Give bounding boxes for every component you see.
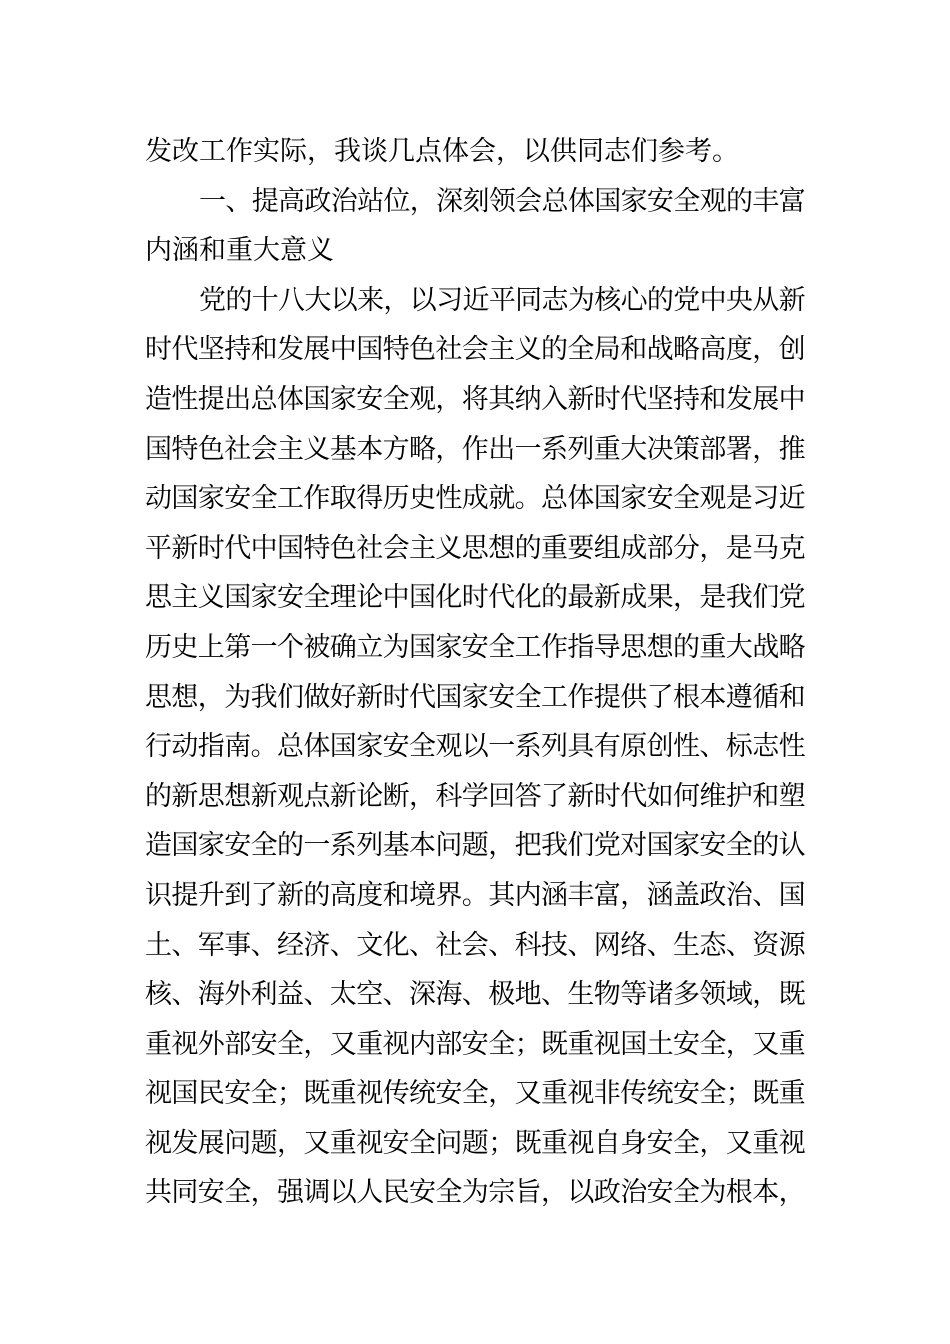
text-line: 行动指南。总体国家安全观以一系列具有原创性、标志性 xyxy=(145,731,805,763)
text-line: 造性提出总体国家安全观，将其纳入新时代坚持和发展中 xyxy=(145,383,805,415)
text-line: 动国家安全工作取得历史性成就。总体国家安全观是习近 xyxy=(145,483,805,515)
text-line: 国特色社会主义基本方略，作出一系列重大决策部署，推 xyxy=(145,433,805,465)
text-line: 重视外部安全，又重视内部安全；既重视国土安全，又重 xyxy=(145,1028,805,1060)
text-line: 思主义国家安全理论中国化时代化的最新成果，是我们党 xyxy=(145,582,805,614)
text-line: 视发展问题，又重视安全问题；既重视自身安全，又重视 xyxy=(145,1127,805,1159)
text-line: 历史上第一个被确立为国家安全工作指导思想的重大战略 xyxy=(145,631,805,663)
text-line: 识提升到了新的高度和境界。其内涵丰富，涵盖政治、国 xyxy=(145,879,805,911)
text-line: 的新思想新观点新论断，科学回答了新时代如何维护和塑 xyxy=(145,780,805,812)
text-line: 造国家安全的一系列基本问题，把我们党对国家安全的认 xyxy=(145,830,805,862)
text-line: 视国民安全；既重视传统安全，又重视非传统安全；既重 xyxy=(145,1078,805,1110)
paragraph-first-line: 一、提高政治站位，深刻领会总体国家安全观的丰富 xyxy=(199,185,805,217)
text-line: 思想，为我们做好新时代国家安全工作提供了根本遵循和 xyxy=(145,681,805,713)
text-line: 土、军事、经济、文化、社会、科技、网络、生态、资源 xyxy=(145,929,805,961)
document-body xyxy=(145,127,805,1218)
text-line: 共同安全，强调以人民安全为宗旨，以政治安全为根本， xyxy=(145,1177,805,1209)
paragraph-first-line: 党的十八大以来，以习近平同志为核心的党中央从新 xyxy=(199,284,805,316)
text-line: 核、海外利益、太空、深海、极地、生物等诸多领域，既 xyxy=(145,979,805,1011)
text-line: 内涵和重大意义 xyxy=(145,235,334,267)
text-line: 时代坚持和发展中国特色社会主义的全局和战略高度，创 xyxy=(145,334,805,366)
text-line: 发改工作实际，我谈几点体会，以供同志们参考。 xyxy=(145,136,739,167)
text-line: 平新时代中国特色社会主义思想的重要组成部分，是马克 xyxy=(145,532,805,564)
